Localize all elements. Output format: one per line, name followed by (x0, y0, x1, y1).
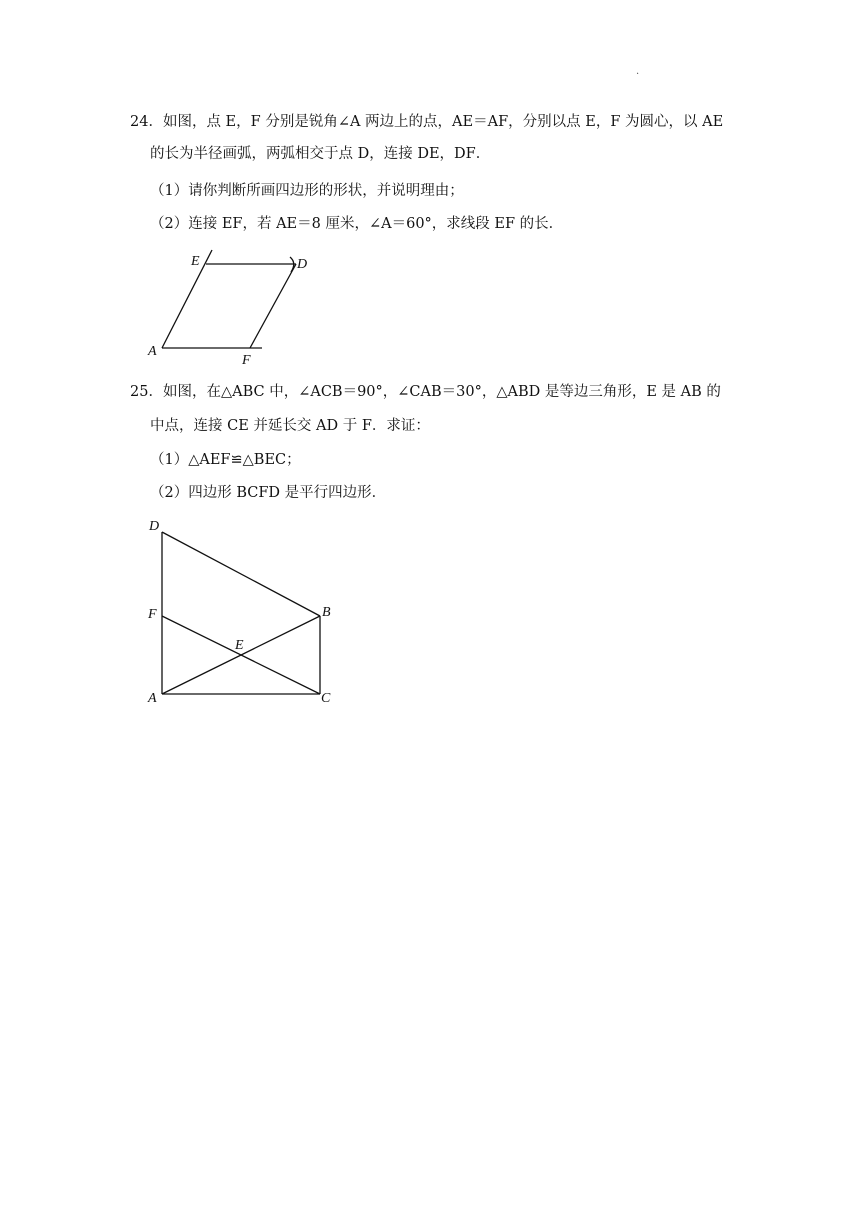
line-AE (162, 250, 212, 348)
line-FD (250, 264, 296, 348)
label-D: D (297, 257, 308, 272)
label-A: A (148, 691, 157, 706)
q25-part-1: （1）△AEF≌△BEC； (150, 452, 301, 468)
q24-stem-line-1: 24．如图，点 E，F 分别是锐角∠A 两边上的点，AE＝AF，分别以点 E，F 为圆心，以 AE (130, 114, 724, 130)
header-mark: . (636, 66, 640, 77)
q25-stem-line-2: 中点，连接 CE 并延长交 AD 于 F．求证： (150, 418, 430, 434)
label-B: B (322, 605, 331, 620)
label-E: E (191, 254, 200, 269)
q24-part-2: （2）连接 EF，若 AE＝8 厘米，∠A＝60°，求线段 EF 的长． (150, 216, 564, 232)
q24-stem-line-2: 的长为半径画弧，两弧相交于点 D，连接 DE，DF． (150, 146, 491, 162)
q24-part-1: （1）请你判断所画四边形的形状，并说明理由； (150, 183, 464, 199)
q24-figure (140, 245, 330, 370)
q25-part-2: （2）四边形 BCFD 是平行四边形． (150, 485, 387, 501)
label-A: A (148, 344, 157, 359)
segment-DB (162, 532, 320, 616)
q25-figure (140, 512, 350, 712)
label-C: C (321, 691, 331, 706)
label-F: F (148, 607, 157, 622)
label-D: D (149, 519, 160, 534)
label-E: E (235, 638, 244, 653)
label-F: F (242, 353, 251, 368)
q25-stem-line-1: 25．如图，在△ABC 中，∠ACB＝90°，∠CAB＝30°，△ABD 是等边三角形，E 是 AB 的 (130, 384, 721, 400)
